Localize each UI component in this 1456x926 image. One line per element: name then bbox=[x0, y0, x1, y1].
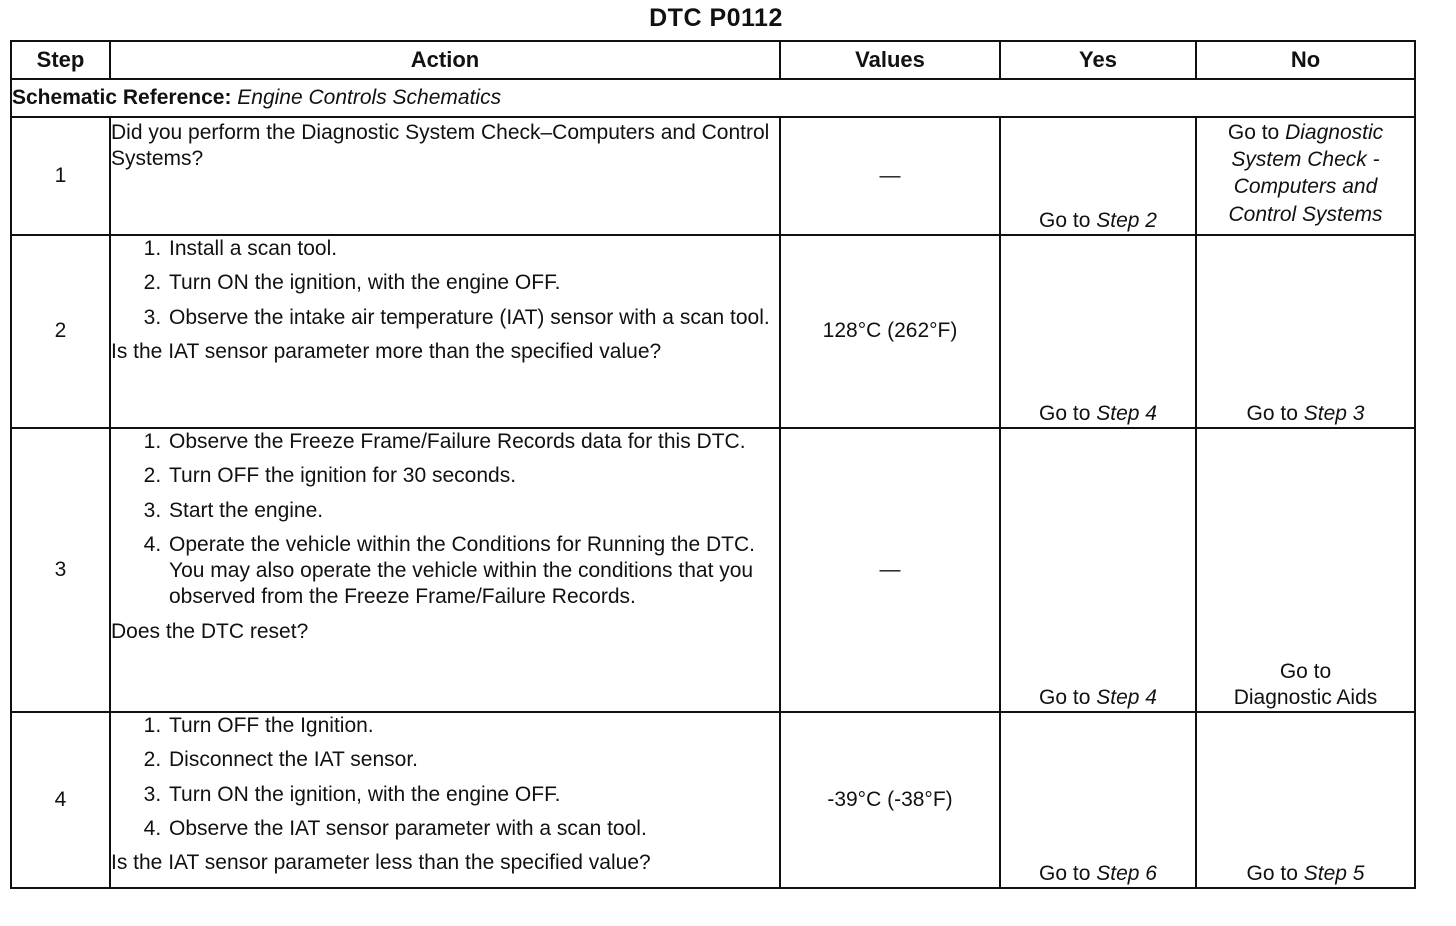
yes-cell bbox=[1000, 117, 1196, 235]
yes-prefix: Go to bbox=[1039, 401, 1091, 425]
action-cell bbox=[110, 712, 780, 888]
no-link-line: Diagnostic Aids bbox=[1233, 685, 1378, 709]
schematic-reference bbox=[11, 79, 1415, 117]
no-prefix: Go to bbox=[1246, 861, 1298, 885]
yes-step-link[interactable]: Step 6 bbox=[1096, 861, 1157, 885]
no-link-line: Computers and bbox=[1233, 175, 1378, 199]
yes-step-link[interactable]: Step 4 bbox=[1096, 685, 1157, 709]
yes-step-link[interactable]: Step 2 bbox=[1096, 208, 1157, 232]
yes-cell bbox=[1000, 428, 1196, 712]
action-question: Is the IAT sensor parameter more than the specified value? bbox=[111, 339, 662, 363]
no-cell bbox=[1196, 712, 1415, 888]
step-number: 3 bbox=[11, 428, 110, 712]
yes-prefix: Go to bbox=[1039, 685, 1091, 709]
action-step: 1. Turn OFF the Ignition. bbox=[167, 713, 779, 739]
header-action: Action bbox=[110, 41, 780, 79]
header-values: Values bbox=[780, 41, 1000, 79]
no-link-line: Diagnostic bbox=[1285, 120, 1384, 144]
action-step: 3. Turn ON the ignition, with the engine OFF. bbox=[167, 782, 779, 808]
no-link-line: Go to bbox=[1279, 659, 1332, 683]
yes-prefix: Go to bbox=[1039, 208, 1091, 232]
schematic-reference-row bbox=[11, 79, 1415, 117]
action-cell bbox=[110, 117, 780, 235]
header-yes: Yes bbox=[1000, 41, 1196, 79]
no-cell bbox=[1196, 428, 1415, 712]
yes-prefix: Go to bbox=[1039, 861, 1091, 885]
step-number: 4 bbox=[11, 712, 110, 888]
action-step: 4. Operate the vehicle within the Conditions for Running the DTC. You may also operate the vehicle within the conditions that you observed from the Freeze Frame/Failure Records. bbox=[167, 532, 779, 611]
action-question: Does the DTC reset? bbox=[111, 619, 309, 643]
action-step: 2. Turn OFF the ignition for 30 seconds. bbox=[167, 463, 779, 489]
no-diagnostic-aids-link[interactable] bbox=[1197, 659, 1414, 712]
no-step-link[interactable]: Step 3 bbox=[1303, 401, 1365, 425]
dtc-table bbox=[10, 40, 1416, 889]
action-steps bbox=[111, 713, 779, 842]
value-cell: — bbox=[780, 428, 1000, 712]
action-step: 3. Observe the intake air temperature (IAT) sensor with a scan tool. bbox=[167, 305, 779, 331]
table-row bbox=[11, 117, 1415, 235]
header-no: No bbox=[1196, 41, 1415, 79]
value-cell: 128°C (262°F) bbox=[780, 235, 1000, 428]
no-cell bbox=[1196, 117, 1415, 235]
step-number: 2 bbox=[11, 235, 110, 428]
schematic-link[interactable]: Engine Controls Schematics bbox=[237, 85, 502, 109]
yes-cell bbox=[1000, 235, 1196, 428]
header-row bbox=[11, 41, 1415, 79]
no-prefix: Go to bbox=[1246, 401, 1298, 425]
no-link-line: Control Systems bbox=[1228, 202, 1383, 226]
action-steps bbox=[111, 429, 779, 611]
no-diagnostic-link[interactable] bbox=[1197, 119, 1414, 234]
no-step-link[interactable]: Step 5 bbox=[1303, 861, 1365, 885]
header-step: Step bbox=[11, 41, 110, 79]
action-step: 4. Observe the IAT sensor parameter with a scan tool. bbox=[167, 816, 779, 842]
no-prefix: Go to bbox=[1227, 120, 1280, 144]
schematic-label: Schematic Reference: bbox=[12, 85, 232, 109]
table-row bbox=[11, 428, 1415, 712]
action-cell bbox=[110, 235, 780, 428]
action-step: 1. Observe the Freeze Frame/Failure Records data for this DTC. bbox=[167, 429, 779, 455]
action-step: 3. Start the engine. bbox=[167, 498, 779, 524]
value-cell: -39°C (-38°F) bbox=[780, 712, 1000, 888]
step-number: 1 bbox=[11, 117, 110, 235]
action-step: 1. Install a scan tool. bbox=[167, 236, 779, 262]
yes-cell bbox=[1000, 712, 1196, 888]
action-question: Did you perform the Diagnostic System Check–Computers and Control Systems? bbox=[111, 121, 770, 171]
no-link-line: System Check - bbox=[1231, 148, 1380, 172]
page-title: DTC P0112 bbox=[649, 4, 783, 32]
action-steps bbox=[111, 236, 779, 331]
action-cell bbox=[110, 428, 780, 712]
value-cell: — bbox=[780, 117, 1000, 235]
action-question: Is the IAT sensor parameter less than the specified value? bbox=[111, 851, 651, 874]
action-step: 2. Turn ON the ignition, with the engine OFF. bbox=[167, 270, 779, 296]
no-cell bbox=[1196, 235, 1415, 428]
action-step: 2. Disconnect the IAT sensor. bbox=[167, 747, 779, 773]
yes-step-link[interactable]: Step 4 bbox=[1096, 401, 1157, 425]
table-row bbox=[11, 712, 1415, 888]
table-row bbox=[11, 235, 1415, 428]
